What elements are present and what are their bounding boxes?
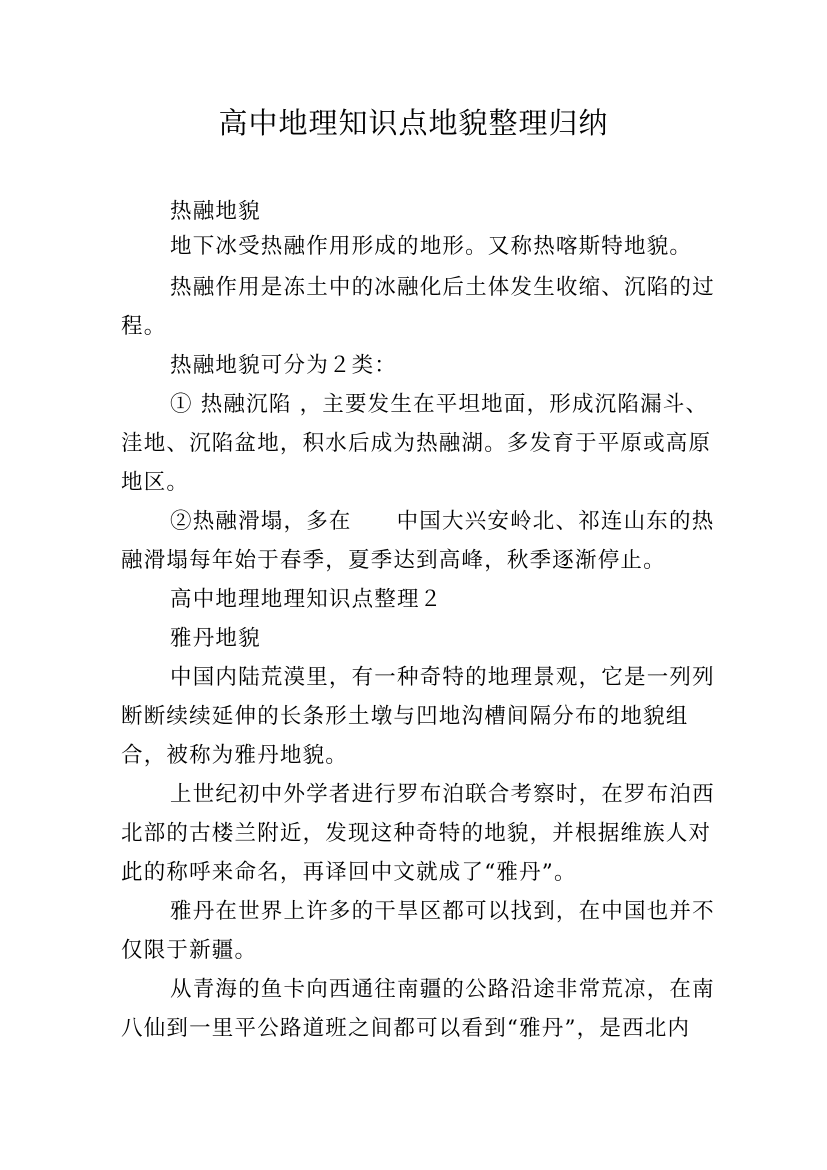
paragraph-line: 热融作用是冻土中的冰融化后土体发生收缩、沉陷的过 — [170, 275, 715, 300]
document-title: 高中地理知识点地貌整理归纳 — [218, 106, 609, 140]
paragraph-line: 从青海的鱼卡向西通往南疆的公路沿途非常荒凉，在南 — [170, 977, 715, 1002]
paragraph-line: 热融地貌可分为２类： — [170, 353, 398, 378]
paragraph-line: 雅丹在世界上许多的干旱区都可以找到，在中国也并不 — [170, 899, 715, 924]
paragraph-line: 仅限于新疆。 — [121, 938, 258, 963]
paragraph-line: ① 热融沉陷 ，主要发生在平坦地面，形成沉陷漏斗、 — [170, 392, 709, 417]
paragraph-line: 融滑塌每年始于春季，夏季达到高峰，秋季逐渐停止。 — [121, 548, 666, 573]
paragraph-line: 地下冰受热融作用形成的地形。又称热喀斯特地貌。 — [170, 234, 693, 259]
section-heading: 雅丹地貌 — [170, 626, 261, 651]
paragraph-line: 地区。 — [121, 470, 190, 495]
paragraph-line: 程。 — [121, 314, 167, 339]
paragraph-line: 北部的古楼兰附近，发现这种奇特的地貌，并根据维族人对 — [121, 821, 712, 846]
section-heading: 高中地理地理知识点整理２ — [170, 587, 443, 612]
section-heading: 热融地貌 — [170, 199, 261, 224]
paragraph-line: 合，被称为雅丹地貌。 — [121, 743, 349, 768]
paragraph-line: 洼地、沉陷盆地，积水后成为热融湖。多发育于平原或高原 — [121, 431, 712, 456]
paragraph-fragment: ②热融滑塌，多在 — [170, 509, 352, 534]
paragraph-fragment: 中国大兴安岭北、祁连山东的热 — [396, 509, 715, 534]
paragraph-line: 八仙到一里平公路道班之间都可以看到“雅丹”，是西北内 — [121, 1016, 691, 1041]
paragraph-line: 此的称呼来命名，再译回中文就成了“雅丹”。 — [121, 860, 577, 885]
paragraph-line: 上世纪初中外学者进行罗布泊联合考察时，在罗布泊西 — [170, 782, 715, 807]
paragraph-line: 断断续续延伸的长条形土墩与凹地沟槽间隔分布的地貌组 — [121, 704, 689, 729]
paragraph-line: 中国内陆荒漠里，有一种奇特的地理景观，它是一列列 — [170, 665, 715, 690]
paragraph-line — [170, 507, 714, 537]
